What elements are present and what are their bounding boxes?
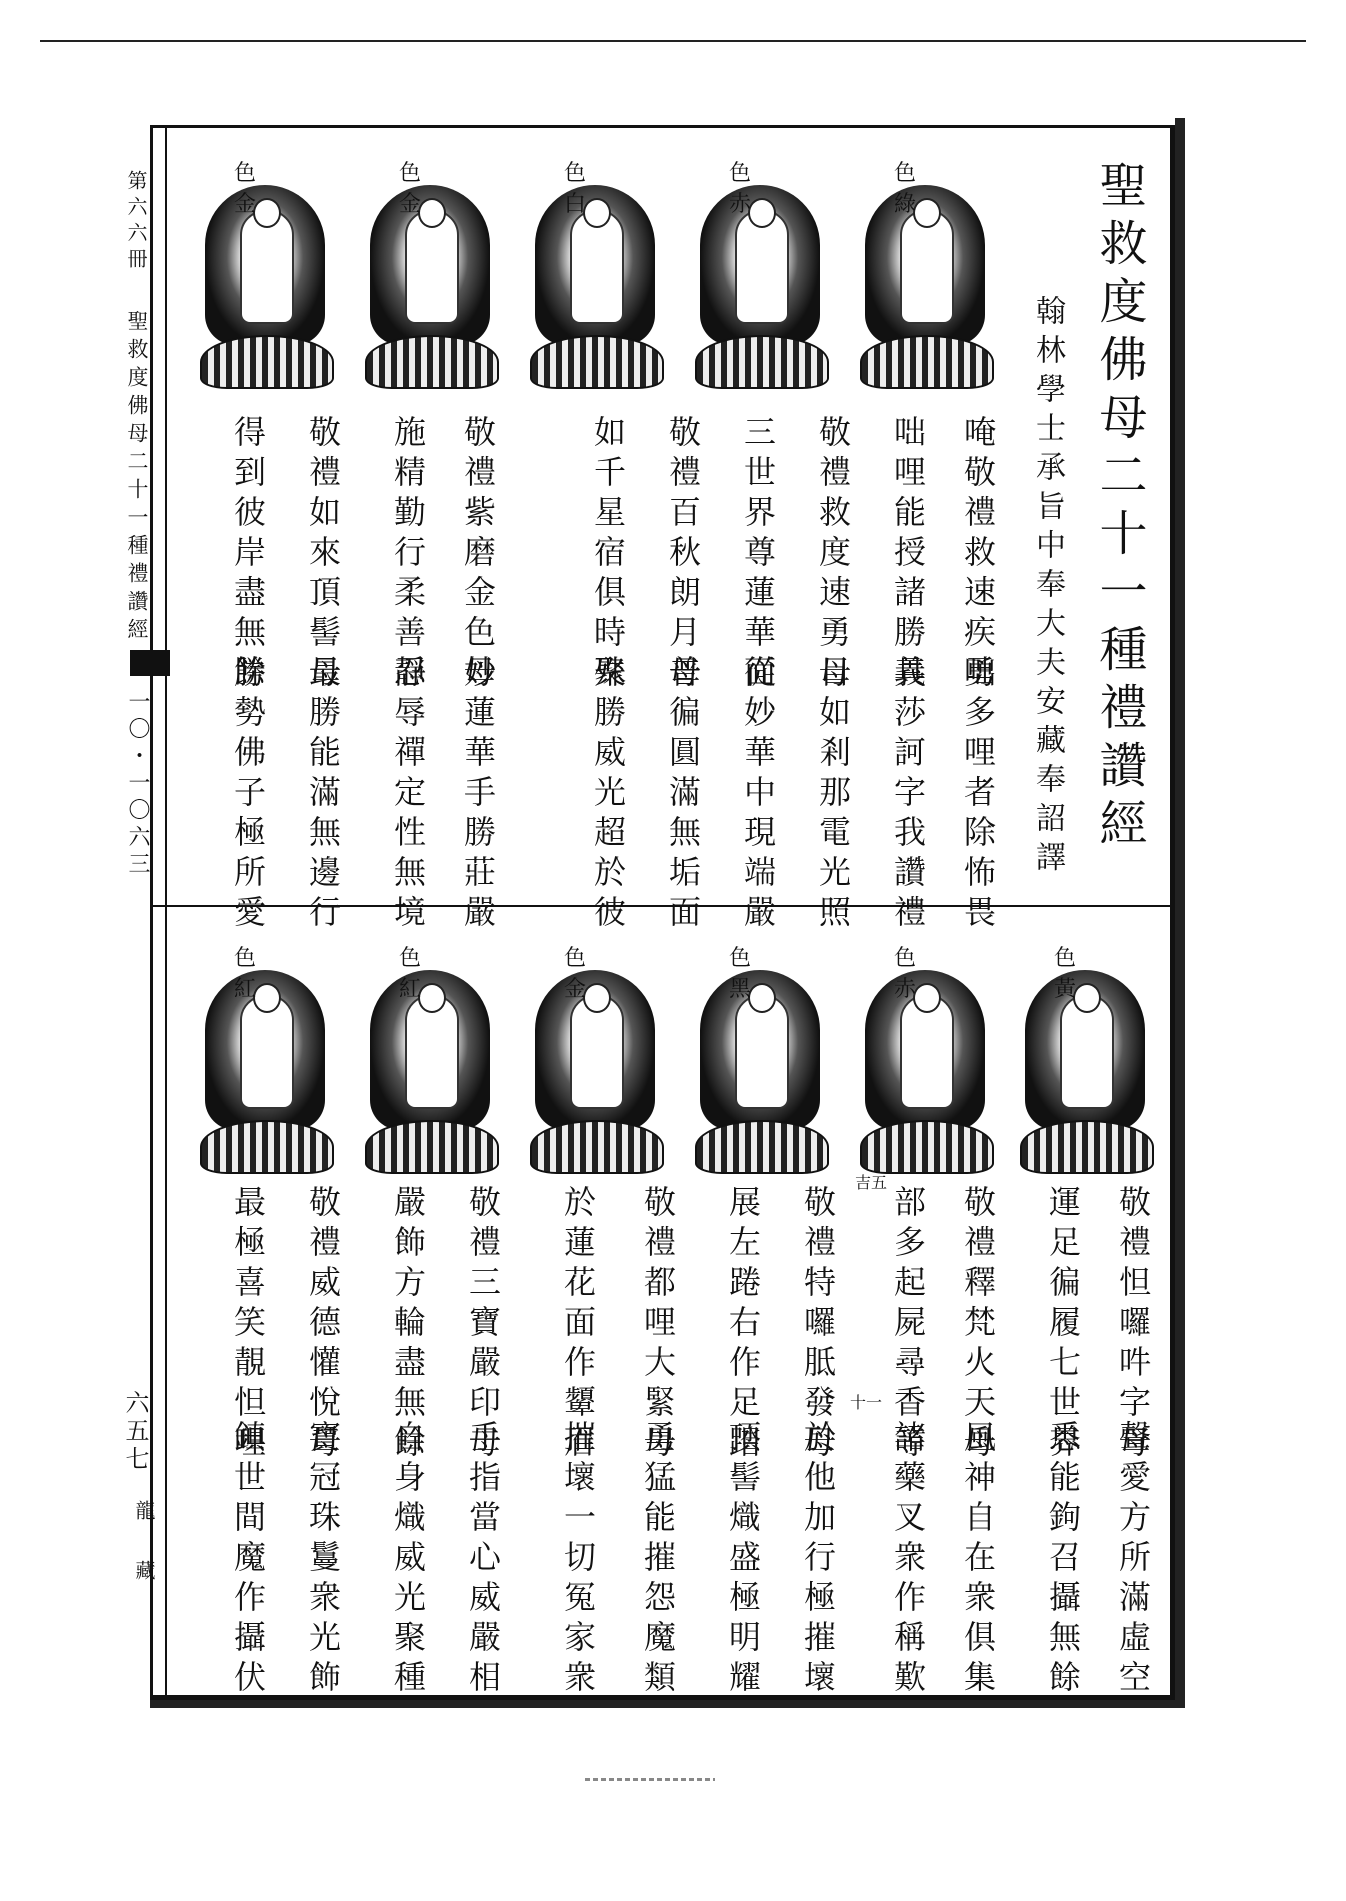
margin-black-bar: [130, 650, 170, 676]
verse-line: 手指當心威嚴相: [464, 1420, 502, 1700]
verse-line: 最極喜笑靚怛哩: [229, 1185, 267, 1465]
verse-line: 敬禮怛囉吽字母: [1114, 1185, 1152, 1465]
deity-image-2: [690, 160, 830, 390]
color-label: 色白: [563, 161, 626, 217]
deity-image-6: [1015, 945, 1155, 1175]
margin-collection: 龍藏: [132, 1500, 156, 1620]
verse-line: 敬禮三寶嚴印母: [464, 1185, 502, 1465]
verse-line: 敬禮百秋朗月母: [664, 415, 702, 695]
margin-rule: [165, 125, 167, 1700]
verse-line: 敬禮釋梵火天母: [959, 1185, 997, 1465]
verse-line: 風神自在衆俱集: [959, 1420, 997, 1700]
verse-line: 妙蓮華手勝莊嚴: [459, 655, 497, 935]
top-rule: [40, 40, 1306, 42]
color-label: 色黑: [728, 946, 791, 1002]
deity-image-1: [855, 160, 995, 390]
verse-line: 唵敬禮救速疾勇: [959, 415, 997, 695]
deity-image-10: [360, 945, 500, 1175]
deity-image-4: [360, 160, 500, 390]
verse-line: 摧壞一切冤家衆: [559, 1420, 597, 1700]
verse-line: 得到彼岸盡無餘: [229, 415, 267, 695]
verse-line: 敬禮都哩大緊母: [639, 1185, 677, 1465]
color-label: 色赤: [893, 946, 956, 1002]
margin-volume: 第六六冊: [124, 170, 148, 274]
verse-line: 勇猛能摧怨魔類: [639, 1420, 677, 1700]
plate-mark: 吉五: [855, 1173, 888, 1192]
verse-line: 目如剎那電光照: [814, 655, 852, 935]
verse-line: 如千星宿俱時聚: [589, 415, 627, 695]
verse-line: 具莎訶字我讚禮: [889, 655, 927, 935]
color-label: 色金: [233, 161, 296, 217]
verse-line: 施精勤行柔善靜: [389, 415, 427, 695]
verse-line: 悉能鉤召攝無餘: [1044, 1420, 1082, 1700]
verse-line: 頂髻熾盛極明耀: [724, 1420, 762, 1700]
color-label: 色赤: [728, 161, 791, 217]
color-label: 色綠: [893, 161, 956, 217]
verse-line: 咄多哩者除怖畏: [959, 655, 997, 935]
color-label: 色紅: [398, 946, 461, 1002]
translator-line: 翰林學士承旨中奉大夫安藏奉詔譯: [1030, 295, 1065, 880]
deity-image-11: [195, 945, 335, 1175]
deity-image-8: [690, 945, 830, 1175]
verse-line: 諸藥叉衆作稱歎: [889, 1420, 927, 1700]
verse-line: 運足徧履七世界: [1044, 1185, 1082, 1465]
deity-image-9: [525, 945, 665, 1175]
verse-line: 展左踡右作足踏: [724, 1185, 762, 1465]
page-mark: 十一: [850, 1393, 883, 1412]
verse-line: 自身熾威光聚種: [389, 1420, 427, 1700]
verse-line: 敬禮如來頂髻母: [304, 415, 342, 695]
verse-line: 殊勝威光超於彼: [589, 655, 627, 935]
deity-image-5: [195, 160, 335, 390]
verse-line: 敬禮威德懽悅母: [304, 1185, 342, 1465]
verse-line: 嚴飾方輪盡無餘: [389, 1185, 427, 1465]
verse-line: 敬禮紫磨金色母: [459, 415, 497, 695]
page-shadow-bottom: [150, 1700, 1185, 1708]
deity-image-7: [855, 945, 995, 1175]
margin-page-number: 六五七: [121, 1390, 149, 1474]
footer-scan-mark: [585, 1778, 715, 1781]
color-label: 色金: [398, 161, 461, 217]
color-label: 色金: [563, 946, 626, 1002]
verse-line: 勝勢佛子極所愛: [229, 655, 267, 935]
verse-line: 三世界尊蓮華面: [739, 415, 777, 695]
verse-line: 敬禮特囉胝發母: [799, 1185, 837, 1465]
verse-line: 鎮世間魔作攝伏: [229, 1420, 267, 1700]
verse-line: 忍辱禪定性無境: [389, 655, 427, 935]
color-label: 色紅: [233, 946, 296, 1002]
verse-line: 於蓮花面作顰眉: [559, 1185, 597, 1465]
margin-range: 一〇・一〇六三: [125, 690, 150, 879]
deity-image-3: [525, 160, 665, 390]
verse-line: 於他加行極摧壞: [799, 1420, 837, 1700]
verse-line: 普徧圓滿無垢面: [664, 655, 702, 935]
verse-line: 最勝能滿無邊行: [304, 655, 342, 935]
page-shadow-right: [1175, 118, 1185, 1708]
verse-line: 咄哩能授諸勝義: [889, 415, 927, 695]
verse-line: 部多起屍尋香等: [889, 1185, 927, 1465]
sutra-title: 聖救度佛母二十一種禮讚經: [1091, 160, 1147, 856]
margin-sutra-name: 聖救度佛母二十一種禮讚經: [125, 310, 149, 646]
color-label: 色黃: [1053, 946, 1116, 1002]
verse-line: 聲愛方所滿虛空: [1114, 1420, 1152, 1700]
verse-line: 寶冠珠鬘衆光飾: [304, 1420, 342, 1700]
verse-line: 敬禮救度速勇母: [814, 415, 852, 695]
verse-line: 從妙華中現端嚴: [739, 655, 777, 935]
